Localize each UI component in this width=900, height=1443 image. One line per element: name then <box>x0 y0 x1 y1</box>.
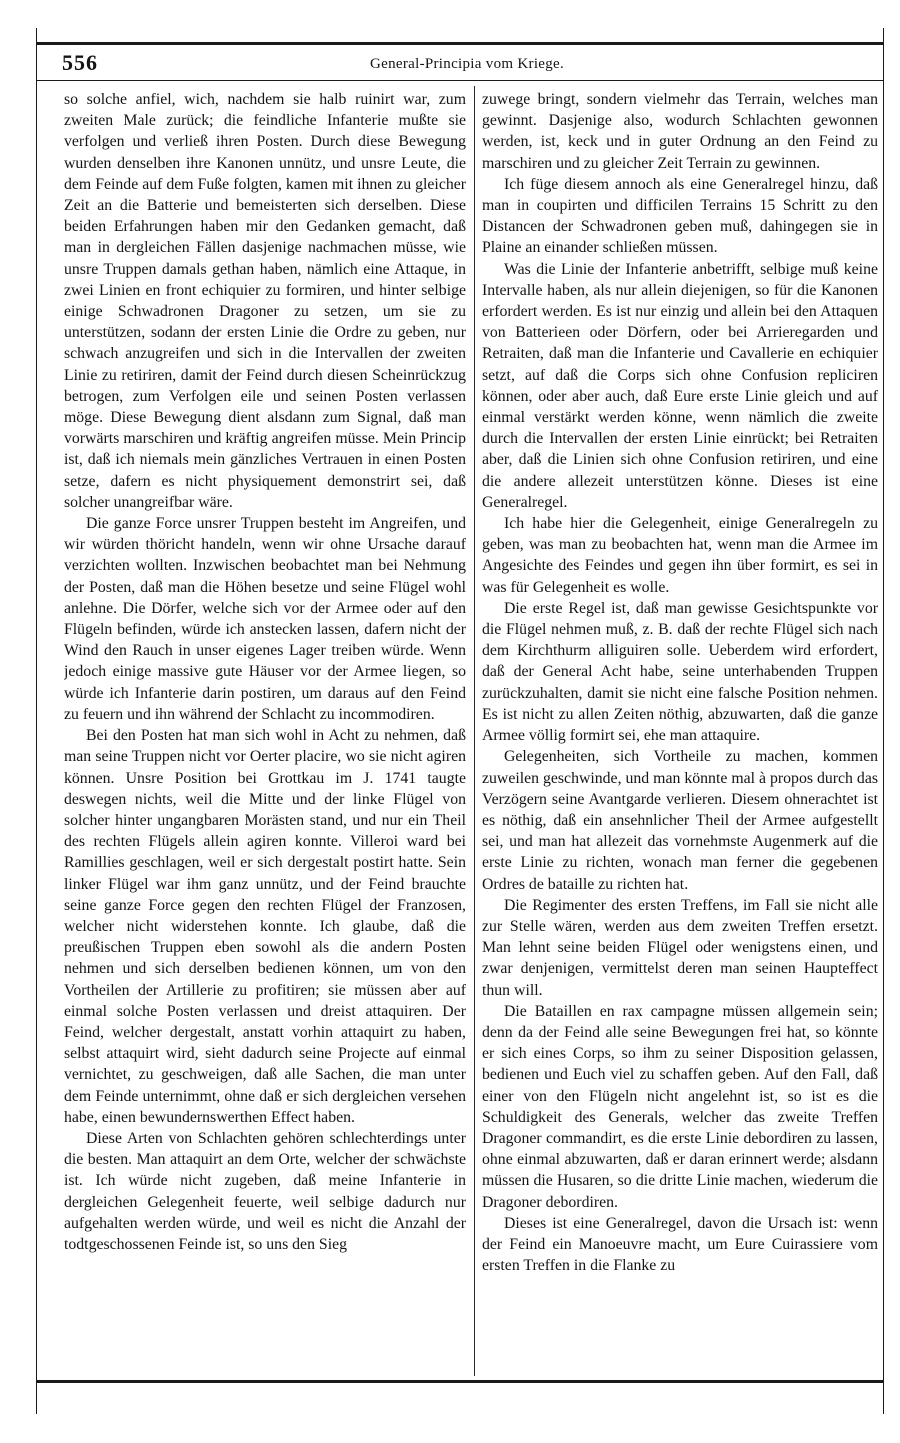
paragraph: Was die Linie der Infanterie anbetrifft, selbige muß keine Intervalle haben, als nur allein diejenigen, so für die Kanonen erfordert werden. Es ist nur einzig und allein bei den Attaquen von Batterieen oder Dörfern, oder bei Arrieregarden und Retraiten, daß man die Infanterie und Cavallerie en echiquier setzt, auf daß die Corps sich ohne Confusion repliciren können, oder aber auch, daß Eure erste Linie gleich und auf einmal verstärkt werden könne, wenn nämlich die zweite durch die Intervallen der ersten Linie einrückt; bei Retraiten aber, daß die Linien sich ohne Confusion retiriren, und eine die andere allezeit unterstützen könne. Dieses ist eine Generalregel. <box>482 260 878 511</box>
bottom-rule <box>36 1380 884 1383</box>
paragraph: Die Bataillen en rax campagne müssen allgemein sein; denn da der Feind alle seine Bewegungen frei hat, so könnte er sich eines Corps, so ihm zu seiner Disposition gelassen, bedienen und Euch viel zu schaffen geben. Auf den Fall, daß einer von den Flügeln nicht angelehnt ist, so ist es die Schuldigkeit des Generals, welcher das zweite Treffen Dragoner commandirt, es die erste Linie debordiren zu lassen, ohne einmal abzuwarten, daß er daran erinnert werde; alsdann müssen die Husaren, so die dritte Linie machen, wiederum die Dragoner debordiren. <box>482 1002 878 1211</box>
paragraph: Ich füge diesem annoch als eine Generalregel hinzu, daß man in coupirten und difficilen Terrains 15 Schritt zu den Distancen der Schwadronen geben muß, dahingegen sie in Plaine an einander schließen müssen. <box>482 175 878 257</box>
paragraph: so solche anfiel, wich, nachdem sie halb ruinirt war, zum zweiten Male zurück; die feindliche Infanterie mußte sie verfolgen und verließ ihren Posten. Durch diese Bewegung wurden denselben ihre Kanonen unnütz, und unsre Leute, die dem Feinde auf dem Fuße folgten, kamen mit ihnen zu gleicher Zeit an die Batterie und bemeisterten sich derselben. Diese beiden Erfahrungen haben mir den Gedanken gemacht, daß man in dergleichen Fällen dasjenige nachmachen müsse, wie unsre Truppen damals gethan haben, nämlich eine Attaque, in zwei Linien en front echiquier zu formiren, und hinter selbige einige Schwadronen Dragoner zu setzen, um sie zu unterstützen, sodann der ersten Linie die Ordre zu geben, nur schwach anzugreifen und sich in die Intervallen der zweiten Linie zu retiriren, damit der Feind durch diesen Scheinrückzug betrogen, zum Verfolgen eile und seinen Posten verlassen möge. Diese Bewegung dient alsdann zum Signal, daß man vorwärts marschiren und kräftig angreifen müsse. Mein Princip ist, daß ich niemals mein gänzliches Vertrauen in einen Posten setze, dafern es nicht physiquement demonstrirt sei, daß solcher unangreifbar wäre. <box>64 91 466 511</box>
paragraph: Die ganze Force unsrer Truppen besteht im Angreifen, und wir würden thöricht handeln, wenn wir ohne Ursache darauf verzichten wollten. Inzwischen beobachtet man bei Nehmung der Posten, daß man die Höhen besetze und seine Flügel wohl anlehne. Die Dörfer, welche sich vor der Armee oder auf den Flügeln befinden, würde ich anstecken lassen, dafern nicht der Wind den Rauch in unser eigenes Lager treiben würde. Wenn jedoch einige massive gute Häuser vor der Armee liegen, so würde ich Infanterie darin postiren, um daraus auf den Feind zu feuern und ihn während der Schlacht zu incommodiren. <box>64 515 466 723</box>
paragraph: Die erste Regel ist, daß man gewisse Gesichtspunkte vor die Flügel nehmen muß, z. B. daß der rechte Flügel sich nach dem Kirchthurm alliguiren solle. Ueberdem wird erfordert, daß der General Acht habe, seine unterhabenden Truppen zurückzuhalten, damit sie nicht eine falsche Position nehmen. Es ist nicht zu allen Zeiten nöthig, abzuwarten, daß die ganze Armee völlig formirt sei, ehe man attaquire. <box>482 599 878 745</box>
paragraph: Ich habe hier die Gelegenheit, einige Generalregeln zu geben, was man zu beobachten hat, wenn man die Armee im Angesichte des Feindes und gegen ihn über formirt, es sei in was für Gelegenheit es wolle. <box>482 515 878 596</box>
right-column <box>482 89 878 1374</box>
paragraph: Gelegenheiten, sich Vortheile zu machen, kommen zuweilen geschwinde, und man könnte mal à propos durch das Verzögern seine Avantgarde verlieren. Diesem ohnerachtet ist es nöthig, daß ein ansehnlicher Theil der Armee aufgestellt sei, und man hat allezeit das vornehmste Augenmerk auf die erste Linie zu richten, wonach man ferner die gegebenen Ordres de bataille zu richten hat. <box>482 748 878 893</box>
header-rule <box>36 80 884 81</box>
left-column <box>64 89 466 1374</box>
paragraph: zuwege bringt, sondern vielmehr das Terrain, welches man gewinnt. Dasjenige also, wodurch Schlachten gewonnen werden, ist, keck und in guter Ordnung an den Feind zu marschiren und zu gleicher Zeit Terrain zu gewinnen. <box>482 91 878 172</box>
paragraph: Diese Arten von Schlachten gehören schlechterdings unter die besten. Man attaquirt an dem Orte, welcher der schwächste ist. Ich würde nicht zugeben, daß meine Infanterie in dergleichen Gelegenheit feuerte, weil selbige dadurch nur aufgehalten werden würde, und weil es nicht die Anzahl der todtgeschossenen Feinde ist, so uns den Sieg <box>64 1129 466 1253</box>
paragraph: Die Regimenter des ersten Treffens, im Fall sie nicht alle zur Stelle wären, werden aus dem zweiten Treffen ersetzt. Man lehnt seine beiden Flügel oder wenigstens einen, und zwar denjenigen, vermittelst deren man seinen Haupteffect thun will. <box>482 896 878 999</box>
paragraph: Dieses ist eine Generalregel, davon die Ursach ist: wenn der Feind ein Manoeuvre macht, um Eure Cuirassiere vom ersten Treffen in die Flanke zu <box>482 1214 878 1275</box>
paragraph: Bei den Posten hat man sich wohl in Acht zu nehmen, daß man seine Truppen nicht vor Oerter placire, wo sie nicht agiren können. Unsre Position bei Grottkau im J. 1741 taugte deswegen nichts, weil die Mitte und der linke Flügel von solcher hinter ungangbaren Morästen stand, und nur ein Theil des rechten Flügels allein agiren konnte. Villeroi ward bei Ramillies geschlagen, weil er sich dergestalt postirt hatte. Sein linker Flügel war ihm ganz unnütz, und der Feind brauchte seine ganze Force gegen den rechten Flügel der Franzosen, welcher nicht widerstehen konnte. Ich glaube, daß die preußischen Truppen eben sowohl als die andern Posten nehmen und sich derselben bedienen können, um von den Vortheilen der Artillerie zu profitiren; sie müssen aber auf einmal solche Posten verlassen und dreist attaquiren. Der Feind, welcher dergestalt, anstatt vorhin attaquirt zu haben, selbst attaquirt wird, sieht dadurch seine Projecte auf einmal vernichtet, zu geschweigen, daß alle Sachen, die man unter dem Feinde unternimmt, ohne daß er sich dergleichen versehen habe, einen bewundernswerthen Effect haben. <box>64 727 466 1126</box>
column-divider <box>474 86 475 1376</box>
running-title: General-Principia vom Kriege. <box>370 56 565 72</box>
page-number: 556 <box>62 50 98 75</box>
top-rule <box>36 42 884 45</box>
